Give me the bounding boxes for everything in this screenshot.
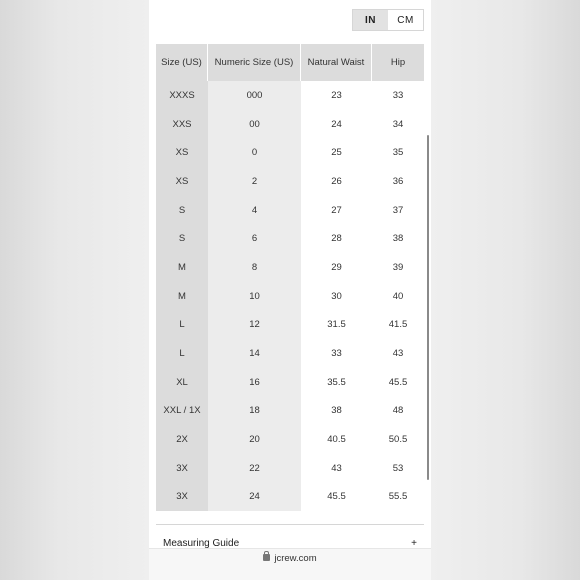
cell-numeric-size: 8 xyxy=(208,253,301,282)
url-text: jcrew.com xyxy=(274,553,317,564)
cell-hip: 33 xyxy=(372,81,424,110)
cell-numeric-size: 10 xyxy=(208,282,301,311)
table-row xyxy=(156,196,424,225)
cell-natural-waist: 35.5 xyxy=(301,368,372,397)
background-left xyxy=(0,0,149,580)
cell-natural-waist: 27 xyxy=(301,196,372,225)
background-right xyxy=(431,0,580,580)
cell-numeric-size: 14 xyxy=(208,339,301,368)
cell-size: 3X xyxy=(156,454,208,483)
scrollbar[interactable] xyxy=(427,135,429,480)
cell-hip: 34 xyxy=(372,110,424,139)
table-row xyxy=(156,110,424,139)
header-size: Size (US) xyxy=(156,44,208,81)
cell-numeric-size: 2 xyxy=(208,167,301,196)
cell-numeric-size: 18 xyxy=(208,397,301,426)
table-row xyxy=(156,397,424,426)
cell-numeric-size: 16 xyxy=(208,368,301,397)
cell-natural-waist: 24 xyxy=(301,110,372,139)
table-row xyxy=(156,282,424,311)
table-row xyxy=(156,224,424,253)
url-display[interactable] xyxy=(149,553,431,564)
table-header-row xyxy=(156,44,424,81)
cell-size: XXXS xyxy=(156,81,208,110)
table-row xyxy=(156,311,424,340)
unit-cm-button[interactable]: CM xyxy=(397,14,414,26)
cell-hip: 45.5 xyxy=(372,368,424,397)
cell-numeric-size: 6 xyxy=(208,224,301,253)
cell-natural-waist: 31.5 xyxy=(301,311,372,340)
table-row xyxy=(156,81,424,110)
table-row xyxy=(156,483,424,512)
table-row xyxy=(156,138,424,167)
cell-hip: 43 xyxy=(372,339,424,368)
table-row xyxy=(156,368,424,397)
cell-size: XS xyxy=(156,167,208,196)
cell-numeric-size: 20 xyxy=(208,425,301,454)
cell-natural-waist: 26 xyxy=(301,167,372,196)
cell-hip: 50.5 xyxy=(372,425,424,454)
cell-hip: 41.5 xyxy=(372,311,424,340)
table-row xyxy=(156,339,424,368)
cell-natural-waist: 45.5 xyxy=(301,483,372,512)
table-row xyxy=(156,425,424,454)
cell-hip: 35 xyxy=(372,138,424,167)
cell-natural-waist: 33 xyxy=(301,339,372,368)
cell-natural-waist: 40.5 xyxy=(301,425,372,454)
cell-size: XL xyxy=(156,368,208,397)
cell-hip: 53 xyxy=(372,454,424,483)
header-numeric-size: Numeric Size (US) xyxy=(208,44,301,81)
cell-natural-waist: 43 xyxy=(301,454,372,483)
cell-size: XS xyxy=(156,138,208,167)
cell-numeric-size: 12 xyxy=(208,311,301,340)
unit-in-button[interactable]: IN xyxy=(353,10,388,30)
cell-natural-waist: 25 xyxy=(301,138,372,167)
size-chart-table xyxy=(156,44,424,511)
cell-numeric-size: 22 xyxy=(208,454,301,483)
cell-numeric-size: 4 xyxy=(208,196,301,225)
table-body xyxy=(156,81,424,511)
cell-size: L xyxy=(156,311,208,340)
cell-natural-waist: 38 xyxy=(301,397,372,426)
cell-size: S xyxy=(156,196,208,225)
phone-screen xyxy=(149,0,431,580)
cell-hip: 55.5 xyxy=(372,483,424,512)
cell-hip: 48 xyxy=(372,397,424,426)
lock-icon xyxy=(263,554,270,561)
cell-size: M xyxy=(156,282,208,311)
cell-hip: 36 xyxy=(372,167,424,196)
cell-size: XXS xyxy=(156,110,208,139)
cell-hip: 39 xyxy=(372,253,424,282)
table-row xyxy=(156,454,424,483)
cell-natural-waist: 28 xyxy=(301,224,372,253)
cell-size: 2X xyxy=(156,425,208,454)
table-row xyxy=(156,167,424,196)
cell-natural-waist: 29 xyxy=(301,253,372,282)
cell-size: S xyxy=(156,224,208,253)
cell-numeric-size: 24 xyxy=(208,483,301,512)
cell-numeric-size: 00 xyxy=(208,110,301,139)
cell-hip: 38 xyxy=(372,224,424,253)
divider xyxy=(156,524,424,525)
cell-size: 3X xyxy=(156,483,208,512)
cell-numeric-size: 000 xyxy=(208,81,301,110)
table-row xyxy=(156,253,424,282)
cell-natural-waist: 23 xyxy=(301,81,372,110)
cell-hip: 40 xyxy=(372,282,424,311)
plus-icon[interactable]: + xyxy=(411,537,417,549)
cell-size: L xyxy=(156,339,208,368)
browser-url-bar[interactable] xyxy=(149,548,431,580)
cell-hip: 37 xyxy=(372,196,424,225)
cell-numeric-size: 0 xyxy=(208,138,301,167)
measuring-guide-label: Measuring Guide xyxy=(163,537,240,549)
cell-natural-waist: 30 xyxy=(301,282,372,311)
cell-size: XXL / 1X xyxy=(156,397,208,426)
cell-size: M xyxy=(156,253,208,282)
header-natural-waist: Natural Waist xyxy=(301,44,372,81)
unit-toggle xyxy=(352,9,424,31)
header-hip: Hip xyxy=(372,44,424,81)
